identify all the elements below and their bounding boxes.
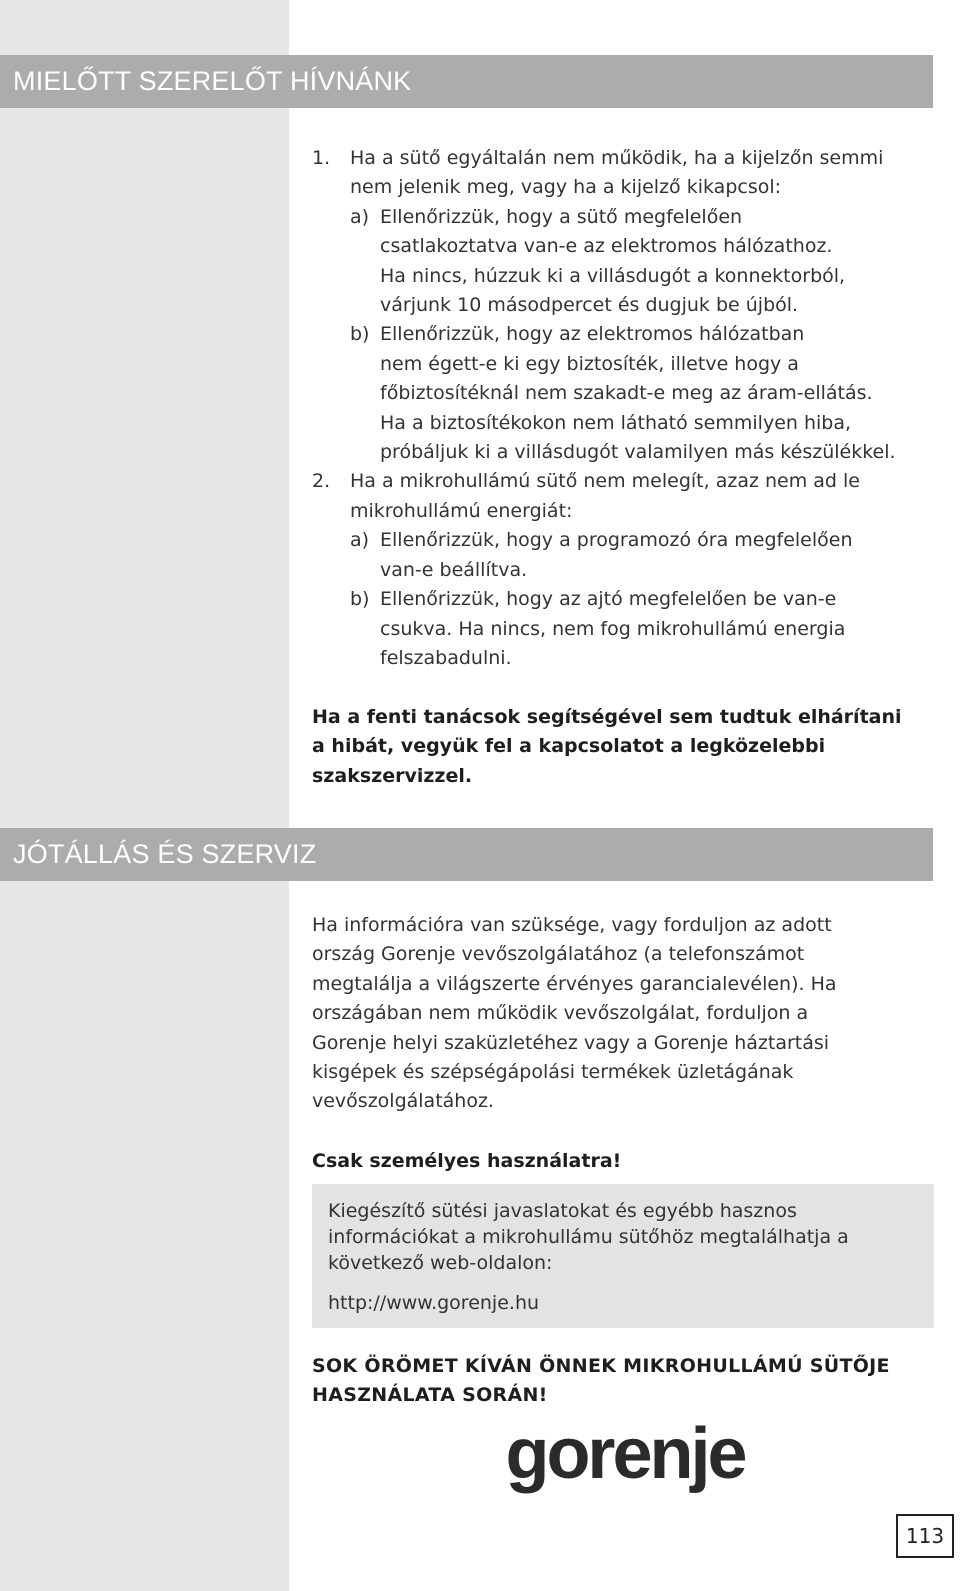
text-line: Kiegészítő sütési javaslatokat és egyébb hasznos: [328, 1200, 797, 1222]
text-line: a hibát, vegyük fel a kapcsolatot a legközelebbi: [312, 735, 826, 758]
text-line: következő web-oldalon:: [328, 1252, 553, 1274]
text-line: mikrohullámú energiát:: [350, 499, 573, 522]
text-line: Ellenőrizzük, hogy a sütő megfelelően: [380, 205, 743, 228]
closing-message: [312, 1352, 930, 1411]
text-line: ország Gorenje vevőszolgálatához (a telefonszámot: [312, 943, 805, 966]
troubleshooting-list: [312, 144, 930, 673]
info-box: [312, 1184, 934, 1328]
text-line: Ha a sütő egyáltalán nem működik, ha a kijelzőn semmi: [350, 147, 884, 169]
text-line: HASZNÁLATA SORÁN!: [312, 1384, 548, 1407]
text-line: vevőszolgálatához.: [312, 1090, 494, 1113]
sub-item: [350, 526, 930, 585]
personal-use-notice: Csak személyes használatra!: [312, 1150, 622, 1172]
warranty-paragraph: [312, 911, 930, 1117]
sub-item-label: b): [350, 323, 370, 346]
text-line: országában nem működik vevőszolgálat, forduljon a: [312, 1002, 809, 1025]
sub-item: [350, 585, 930, 673]
text-line: várjunk 10 másodpercet és dugjuk be újból.: [380, 294, 799, 317]
text-line: SOK ÖRÖMET KÍVÁN ÖNNEK MIKROHULLÁMÚ SÜTŐJE: [312, 1355, 890, 1377]
text-line: Ha a biztosítékokon nem látható semmilyen hiba,: [380, 411, 852, 434]
text-line: Gorenje helyi szaküzletéhez vagy a Gorenje háztartási: [312, 1031, 830, 1054]
text-line: Ellenőrizzük, hogy az elektromos hálózatban: [380, 323, 805, 346]
sub-item-label: a): [350, 529, 370, 552]
text-line: csatlakoztatva van-e az elektromos hálózathoz.: [380, 235, 833, 258]
text-line: Ha a fenti tanácsok segítségével sem tudtuk elhárítani: [312, 706, 902, 728]
text-line: Ellenőrizzük, hogy a programozó óra megfelelően: [380, 529, 853, 552]
text-line: van-e beállítva.: [380, 558, 528, 581]
text-line: nem jelenik meg, vagy ha a kijelző kikapcsol:: [350, 176, 782, 199]
text-line: kisgépek és szépségápolási termékek üzletágának: [312, 1061, 794, 1084]
text-line: Ha nincs, húzzuk ki a villásdugót a konnektorból,: [380, 264, 846, 287]
sub-item: [350, 320, 930, 467]
list-item-number: 1.: [312, 147, 331, 169]
website-link[interactable]: http://www.gorenje.hu: [328, 1292, 540, 1314]
list-item: [312, 144, 930, 467]
text-line: Ellenőrizzük, hogy az ajtó megfelelően be van-e: [380, 588, 837, 611]
text-line: felszabadulni.: [380, 646, 512, 669]
text-line: információkat a mikrohullámu sütőhöz megtalálhatja a: [328, 1226, 849, 1248]
text-line: Ha a mikrohullámú sütő nem melegít, azaz nem ad le: [350, 470, 860, 493]
text-line: Ha információra van szüksége, vagy forduljon az adott: [312, 914, 832, 936]
text-line: csukva. Ha nincs, nem fog mikrohullámú energia: [380, 617, 846, 640]
section-title-before-calling-service: MIELŐTT SZERELŐT HÍVNÁNK: [0, 55, 933, 108]
page-sidebar-band: [0, 0, 289, 1591]
sub-item: [350, 203, 930, 321]
sub-item-label: b): [350, 588, 370, 611]
logo-text: gorenje: [505, 1420, 745, 1494]
text-line: megtalálja a világszerte érvényes garancialevélen). Ha: [312, 972, 837, 995]
text-line: próbáljuk ki a villásdugót valamilyen más készülékkel.: [380, 441, 896, 464]
list-item: [312, 467, 930, 673]
sub-item-label: a): [350, 205, 370, 228]
gorenje-logo: [500, 1420, 750, 1500]
list-item-number: 2.: [312, 470, 331, 493]
text-line: szakszervizzel.: [312, 764, 473, 787]
text-line: főbiztosítéknál nem szakadt-e meg az áram-ellátás.: [380, 382, 873, 405]
contact-service-note: [312, 703, 930, 791]
text-line: nem égett-e ki egy biztosíték, illetve hogy a: [380, 352, 799, 375]
page-number: 113: [896, 1514, 954, 1558]
section-title-warranty-service: JÓTÁLLÁS ÉS SZERVIZ: [0, 828, 933, 881]
